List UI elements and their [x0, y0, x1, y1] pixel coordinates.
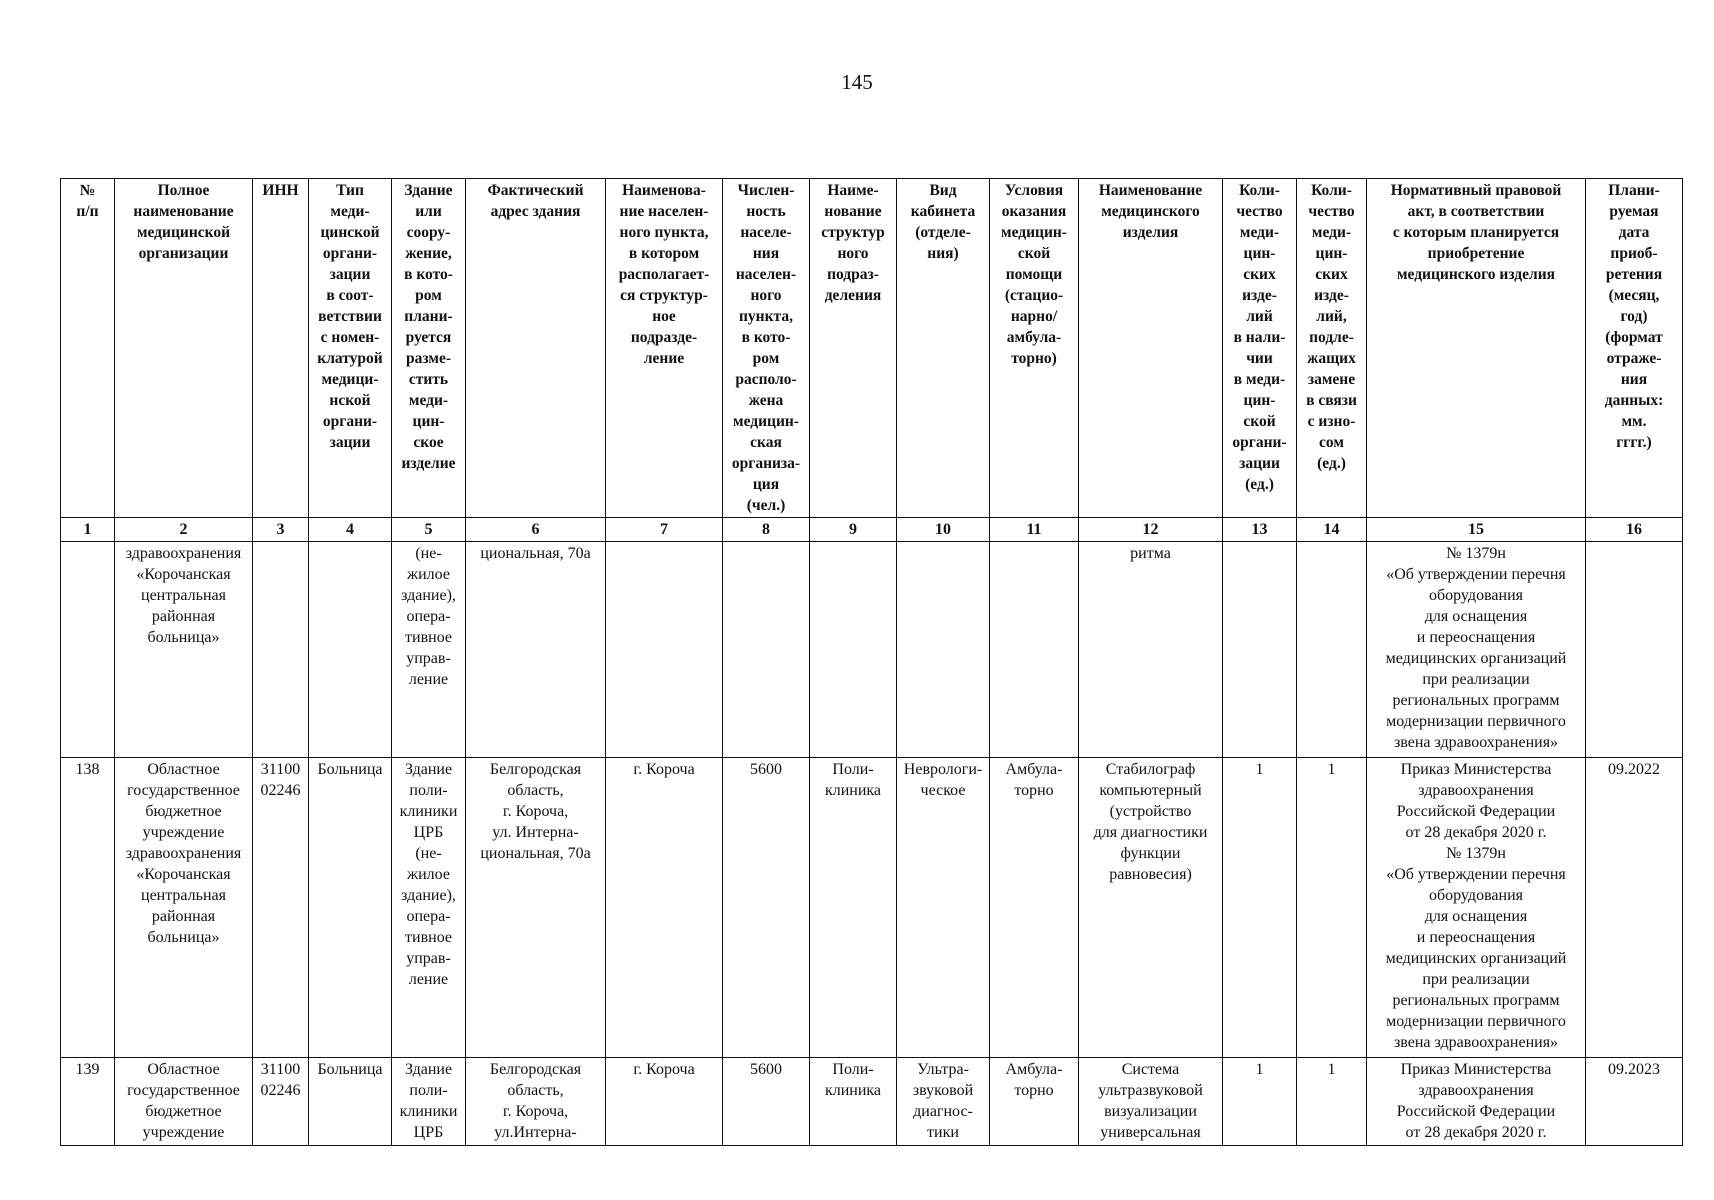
table-cell: Больница [309, 1058, 392, 1146]
column-number: 12 [1079, 518, 1223, 542]
column-number: 8 [723, 518, 810, 542]
header-cell: Вид кабинета (отделе- ния) [897, 179, 990, 518]
table-cell [1297, 542, 1367, 758]
header-cell: ИНН [253, 179, 309, 518]
table-cell [1223, 542, 1297, 758]
table-cell: № 1379н «Об утверждении перечня оборудования для оснащения и переоснащения медицинских организаций при реализации региональных программ модернизации первичного звена здравоохранения» [1367, 542, 1586, 758]
header-cell: Коли- чество меди- цин- ских изде- лий, подле- жащих замене в связи с изно- сом (ед.) [1297, 179, 1367, 518]
header-cell: Условия оказания медицин- ской помощи (стацио- нарно/ амбула- торно) [990, 179, 1079, 518]
column-number: 2 [115, 518, 253, 542]
table-cell: 1 [1223, 758, 1297, 1058]
table-cell: 1 [1297, 1058, 1367, 1146]
table-cell: Неврологи- ческое [897, 758, 990, 1058]
column-number: 3 [253, 518, 309, 542]
table-cell: здравоохранения «Корочанская центральная районная больница» [115, 542, 253, 758]
column-number: 14 [1297, 518, 1367, 542]
column-number: 9 [810, 518, 897, 542]
header-cell: № п/п [61, 179, 115, 518]
table-cell: Приказ Министерства здравоохранения Российской Федерации от 28 декабря 2020 г. [1367, 1058, 1586, 1146]
column-number: 1 [61, 518, 115, 542]
table-cell: Система ультразвуковой визуализации универсальная [1079, 1058, 1223, 1146]
table-cell: 5600 [723, 1058, 810, 1146]
equipment-table [60, 178, 1683, 1146]
table-cell: Амбула- торно [990, 758, 1079, 1058]
column-number-row [61, 518, 1683, 542]
table-row [61, 1058, 1683, 1146]
table-cell: Ультра- звуковой диагнос- тики [897, 1058, 990, 1146]
table-cell [810, 542, 897, 758]
table-cell: 09.2023 [1586, 1058, 1683, 1146]
table-cell [606, 542, 723, 758]
header-cell: Числен- ность населе- ния населен- ного пункта, в кото- ром располо- жена медицин- ская организа- ция (чел.) [723, 179, 810, 518]
page-number: 145 [841, 70, 873, 94]
table-row [61, 758, 1683, 1058]
table-cell: 09.2022 [1586, 758, 1683, 1058]
table-cell: 31100 02246 [253, 758, 309, 1058]
header-cell: Наименование медицинского изделия [1079, 179, 1223, 518]
column-number: 16 [1586, 518, 1683, 542]
table-cell: 31100 02246 [253, 1058, 309, 1146]
table-cell: Белгородская область, г. Короча, ул. Интерна- циональная, 70а [466, 758, 606, 1058]
table-cell [253, 542, 309, 758]
table-cell [897, 542, 990, 758]
header-cell: Плани- руемая дата приоб- ретения (месяц, год) (формат отраже- ния данных: мм. гггг.) [1586, 179, 1683, 518]
table-cell: 5600 [723, 758, 810, 1058]
column-number: 10 [897, 518, 990, 542]
column-number: 15 [1367, 518, 1586, 542]
table-cell: Амбула- торно [990, 1058, 1079, 1146]
column-number: 13 [1223, 518, 1297, 542]
column-number: 4 [309, 518, 392, 542]
table-cell: Стабилограф компьютерный (устройство для диагностики функции равновесия) [1079, 758, 1223, 1058]
table-cell: Поли- клиника [810, 1058, 897, 1146]
table-cell: Поли- клиника [810, 758, 897, 1058]
table-cell: циональная, 70а [466, 542, 606, 758]
table-cell: 1 [1297, 758, 1367, 1058]
table-cell: г. Короча [606, 1058, 723, 1146]
header-cell: Фактический адрес здания [466, 179, 606, 518]
table-cell [61, 542, 115, 758]
table-cell [723, 542, 810, 758]
column-number: 6 [466, 518, 606, 542]
table-cell: Областное государственное бюджетное учреждение [115, 1058, 253, 1146]
column-number: 7 [606, 518, 723, 542]
table-cell: ритма [1079, 542, 1223, 758]
table-cell: г. Короча [606, 758, 723, 1058]
table-cell: Белгородская область, г. Короча, ул.Интерна- [466, 1058, 606, 1146]
table-cell: Областное государственное бюджетное учреждение здравоохранения «Корочанская центральная районная больница» [115, 758, 253, 1058]
column-number: 5 [392, 518, 466, 542]
header-cell: Наименова- ние населен- ного пункта, в котором располагает- ся структур- ное подразде- ление [606, 179, 723, 518]
table-cell [1586, 542, 1683, 758]
table-cell: 139 [61, 1058, 115, 1146]
header-cell: Нормативный правовой акт, в соответствии с которым планируется приобретение медицинского изделия [1367, 179, 1586, 518]
table-cell: 138 [61, 758, 115, 1058]
header-cell: Тип меди- цинской органи- зации в соот- ветствии с номен- клатурой медици- нской органи- зации [309, 179, 392, 518]
table-cell [990, 542, 1079, 758]
column-number: 11 [990, 518, 1079, 542]
header-row [61, 179, 1683, 518]
table-cell: Здание поли- клиники ЦРБ [392, 1058, 466, 1146]
table-cell: (не- жилое здание), опера- тивное управ- ление [392, 542, 466, 758]
table-cell: Здание поли- клиники ЦРБ (не- жилое здание), опера- тивное управ- ление [392, 758, 466, 1058]
header-cell: Здание или соору- жение, в кото- ром плани- руется разме- стить меди- цин- ское изделие [392, 179, 466, 518]
header-cell: Полное наименование медицинской организации [115, 179, 253, 518]
table-cell: 1 [1223, 1058, 1297, 1146]
table-cell: Приказ Министерства здравоохранения Российской Федерации от 28 декабря 2020 г. № 1379н «Об утверждении перечня оборудования для оснащения и переоснащения медицинских организаций при реализации региональных программ модернизации первичного звена здравоохранения» [1367, 758, 1586, 1058]
table-cell [309, 542, 392, 758]
table-row [61, 542, 1683, 758]
header-cell: Наиме- нование структур ного подраз- деления [810, 179, 897, 518]
table-cell: Больница [309, 758, 392, 1058]
header-cell: Коли- чество меди- цин- ских изде- лий в нали- чии в меди- цин- ской органи- зации (ед.) [1223, 179, 1297, 518]
